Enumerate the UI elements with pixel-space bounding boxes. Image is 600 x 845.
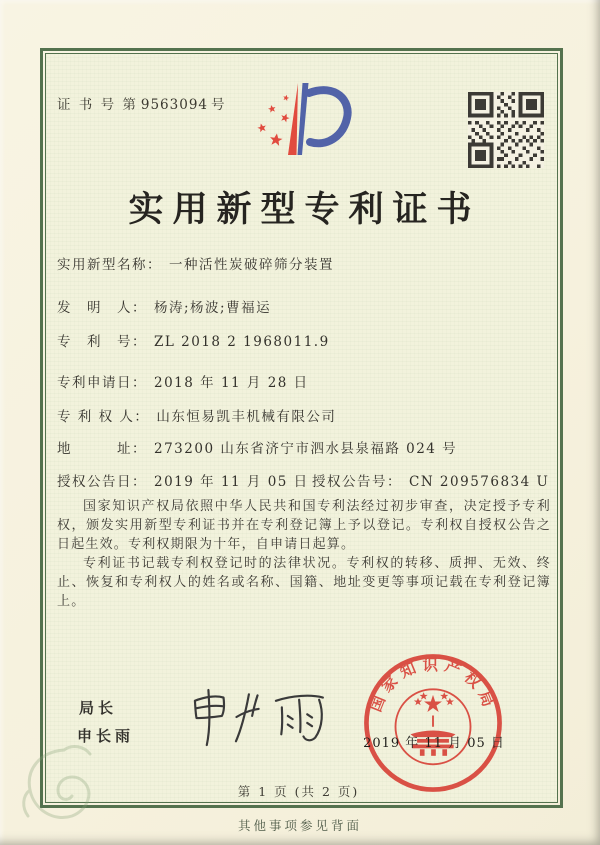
director-name: 申长雨 — [77, 727, 135, 745]
certificate-title: 实用新型专利证书 — [128, 189, 481, 230]
field-value: 2019 年 11 月 05 日 — [154, 474, 309, 490]
seal-ring-text: 国家知识产权局 — [365, 654, 501, 715]
official-seal — [358, 648, 508, 798]
field-label: 实用新型名称： — [57, 257, 162, 273]
back-side-note: 其他事项参见背面 — [237, 818, 362, 833]
certificate-number-suffix: 号 — [211, 97, 227, 113]
field-value: 2018 年 11 月 28 日 — [154, 375, 309, 391]
field-value: 273200 山东省济宁市泗水县泉福路 024 号 — [154, 441, 458, 457]
field-row-grant — [57, 470, 552, 490]
field-value: CN 209576834 U — [409, 474, 550, 490]
certificate-number-label: 证 书 号 第 — [57, 97, 138, 113]
director-title: 局长 — [79, 699, 118, 717]
field-value: 杨涛;杨波;曹福运 — [154, 300, 272, 316]
field-pair-grant-number — [312, 470, 549, 490]
field-row-name — [57, 253, 552, 273]
field-row-patent-number — [57, 330, 552, 350]
page-number: 第 1 页 (共 2 页) — [237, 784, 360, 799]
field-label: 地 址： — [57, 441, 147, 457]
certificate-number — [57, 93, 227, 113]
field-value: 一种活性炭破碎筛分装置 — [169, 257, 334, 273]
field-label: 授权公告日： — [57, 474, 147, 490]
field-row-address — [57, 437, 552, 457]
field-row-patentee — [57, 405, 552, 425]
field-label: 专 利 号： — [57, 334, 147, 350]
certificate-number-value: 9563094 — [140, 97, 208, 113]
field-label: 发 明 人： — [57, 300, 147, 316]
certificate-body — [57, 497, 551, 611]
field-label: 专利申请日： — [57, 375, 147, 391]
field-value: ZL 2018 2 1968011.9 — [154, 334, 330, 350]
cnipa-logo-icon — [228, 76, 376, 178]
qr-code — [468, 92, 544, 168]
national-emblem-icon — [396, 689, 471, 764]
field-value: 山东恒易凯丰机械有限公司 — [156, 409, 337, 425]
field-row-filing-date — [57, 371, 552, 391]
body-paragraph-1: 国家知识产权局依照中华人民共和国专利法经过初步审查，决定授予专利权，颁发实用新型专利证书并在专利登记簿上予以登记。专利权自授权公告之日起生效。专利权期限为十年，自申请日起算。 — [57, 499, 551, 552]
field-row-inventors — [57, 296, 552, 316]
field-label: 专 利 权 人： — [57, 409, 150, 425]
seal-date: 2019 年 11 月 05 日 — [363, 736, 505, 751]
director-signature — [176, 666, 338, 768]
field-label: 授权公告号： — [312, 474, 402, 490]
body-paragraph-2: 专利证书记载专利权登记时的法律状况。专利权的转移、质押、无效、终止、恢复和专利权人的姓名或名称、国籍、地址变更等事项记载在专利登记簿上。 — [57, 556, 551, 609]
